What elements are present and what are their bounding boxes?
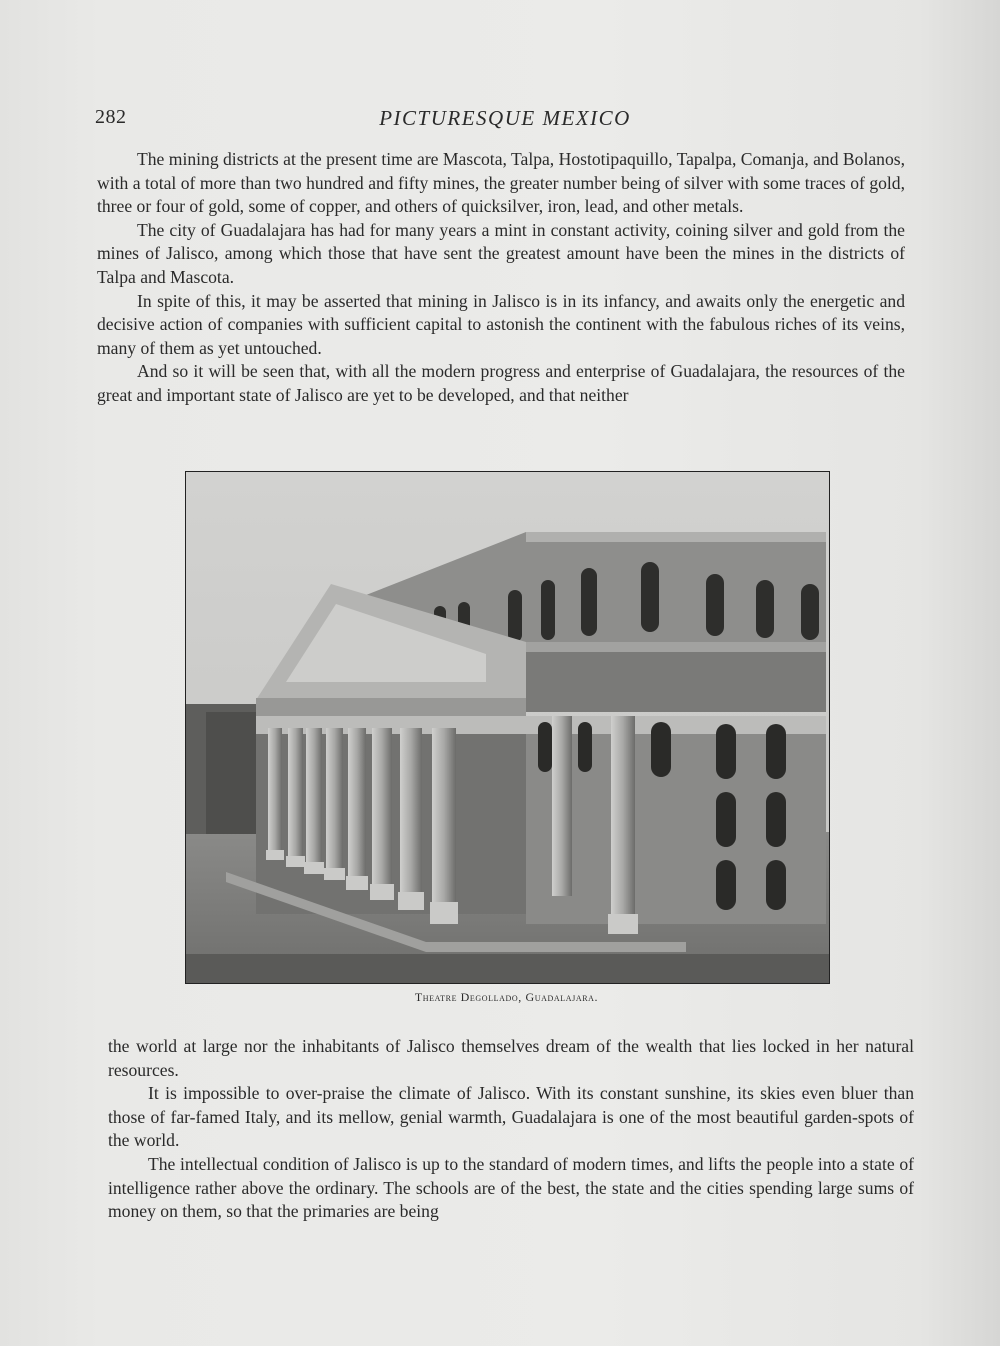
body-text-top [97, 148, 905, 408]
running-title: PICTURESQUE MEXICO [379, 106, 631, 130]
paragraph: It is impossible to over-praise the climate of Jalisco. With its constant sunshine, its skies even bluer than those of far-famed Italy, and its mellow, genial warmth, Guadalajara is one of the most beautiful garden-spots of the world. [108, 1083, 914, 1151]
figure-caption: Theatre Degollado, Guadalajara. [414, 990, 599, 1004]
paragraph-continuation: the world at large nor the inhabitants of Jalisco themselves dream of the wealth that lies locked in her natural resources. [108, 1036, 914, 1080]
theatre-photograph [185, 471, 830, 984]
page-number: 282 [95, 106, 127, 128]
paragraph: The city of Guadalajara has had for many years a mint in constant activity, coining silver and gold from the mines of Jalisco, among which those that have sent the greatest amount have been the mines in the districts of Talpa and Mascota. [97, 219, 905, 287]
paragraph: And so it will be seen that, with all the modern progress and enterprise of Guadalajara, the resources of the great and important state of Jalisco are yet to be developed, and that neither [97, 361, 905, 405]
paragraph: In spite of this, it may be asserted that mining in Jalisco is in its infancy, and awaits only the energetic and decisive action of companies with sufficient capital to astonish the continent with the fabulous riches of its veins, many of them as yet untouched. [97, 290, 905, 358]
paragraph: The mining districts at the present time are Mascota, Talpa, Hostotipaquillo, Tapalpa, Comanja, and Bolanos, with a total of more than two hundred and fifty mines, the greater number being of silver with some traces of gold, three or four of gold, some of copper, and others of quicksilver, iron, lead, and other metals. [97, 149, 905, 217]
running-head [95, 106, 915, 136]
paragraph: The intellectual condition of Jalisco is up to the standard of modern times, and lifts the people into a state of intelligence rather above the ordinary. The schools are of the best, the state and the cities spending large sums of money on them, so that the primaries are being [108, 1153, 914, 1222]
body-text-bottom [108, 1035, 914, 1224]
